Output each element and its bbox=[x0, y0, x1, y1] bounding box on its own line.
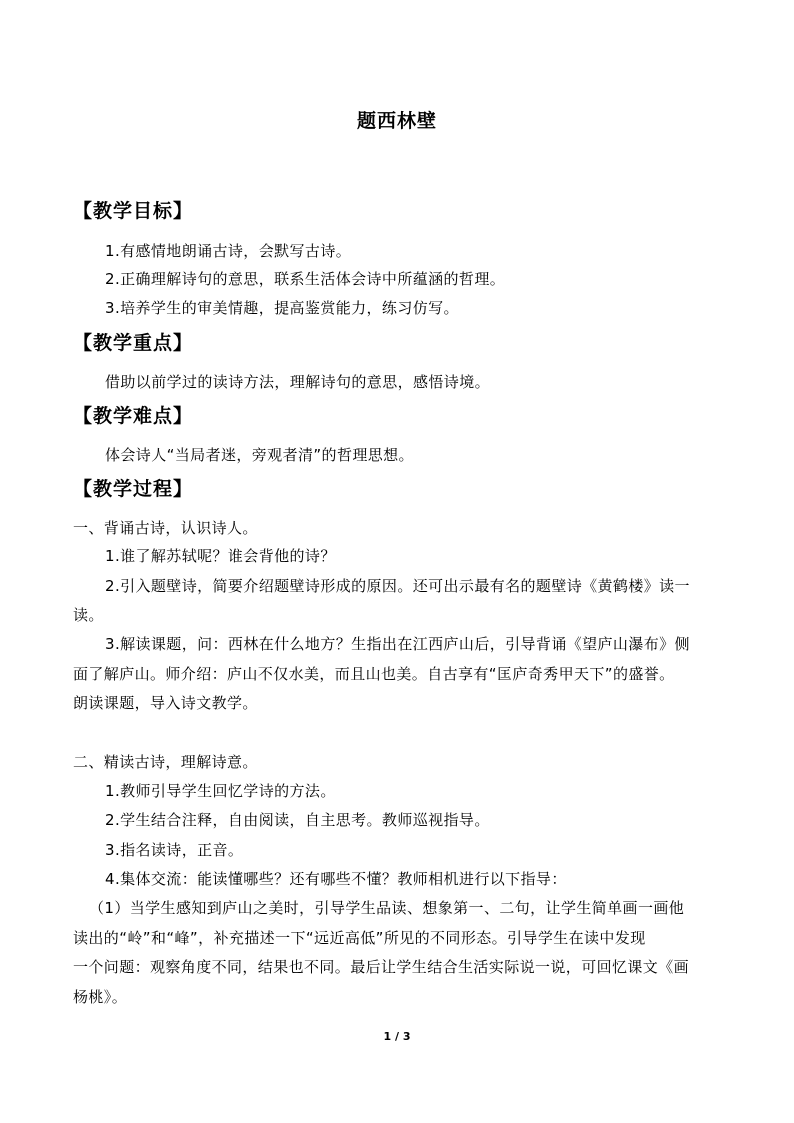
part2-line-6: 读出的“岭”和“峰”，补充描述一下“远近高低”所见的不同形态。引导学生在读中发现 bbox=[73, 929, 646, 947]
part2-line-3: 3.指名读诗，正音。 bbox=[105, 841, 244, 859]
part1-line-1: 1.谁了解苏轼呢？谁会背他的诗？ bbox=[105, 547, 336, 565]
part1-line-2: 2.引入题壁诗，简要介绍题壁诗形成的原因。还可出示最有名的题壁诗《黄鹤楼》读一 bbox=[105, 577, 690, 595]
goal-item-1: 1.有感情地朗诵古诗，会默写古诗。 bbox=[105, 242, 352, 260]
heading-key-points: 【教学重点】 bbox=[73, 332, 194, 354]
part1-line-6: 朗读课题，导入诗文教学。 bbox=[73, 694, 258, 712]
part2-line-5: （1）当学生感知到庐山之美时，引导学生品读、想象第一、二句，让学生简单画一画他 bbox=[89, 899, 685, 917]
part2-line-8: 杨桃》。 bbox=[73, 988, 128, 1006]
part1-line-5: 面了解庐山。师介绍：庐山不仅水美，而且山也美。自古享有“匡庐奇秀甲天下”的盛誉。 bbox=[73, 665, 675, 683]
heading-teaching-goals: 【教学目标】 bbox=[73, 200, 194, 222]
part1-line-3: 读。 bbox=[73, 606, 104, 624]
difficulties-text: 体会诗人“当局者迷，旁观者清”的哲理思想。 bbox=[105, 446, 414, 464]
part2-line-7: 一个问题：观察角度不同，结果也不同。最后让学生结合生活实际说一说，可回忆课文《画 bbox=[73, 958, 690, 976]
page-title: 题西林壁 bbox=[356, 110, 437, 132]
process-part2-title: 二、精读古诗，理解诗意。 bbox=[73, 753, 258, 771]
goal-item-3: 3.培养学生的审美情趣，提高鉴赏能力，练习仿写。 bbox=[105, 299, 459, 317]
page-number: 1 / 3 bbox=[383, 1030, 411, 1043]
part2-line-2: 2.学生结合注释，自由阅读，自主思考。教师巡视指导。 bbox=[105, 811, 490, 829]
goal-item-2: 2.正确理解诗句的意思，联系生活体会诗中所蕴涵的哲理。 bbox=[105, 270, 506, 288]
process-part1-title: 一、背诵古诗，认识诗人。 bbox=[73, 519, 258, 537]
part2-line-1: 1.教师引导学生回忆学诗的方法。 bbox=[105, 782, 336, 800]
part2-line-4: 4.集体交流：能读懂哪些？还有哪些不懂？教师相机进行以下指导： bbox=[105, 870, 567, 888]
key-points-text: 借助以前学过的读诗方法，理解诗句的意思，感悟诗境。 bbox=[105, 373, 491, 391]
heading-teaching-process: 【教学过程】 bbox=[73, 478, 194, 500]
part1-line-4: 3.解读课题，问：西林在什么地方？生指出在江西庐山后，引导背诵《望庐山瀑布》侧 bbox=[105, 635, 690, 653]
heading-difficulties: 【教学难点】 bbox=[73, 405, 194, 427]
